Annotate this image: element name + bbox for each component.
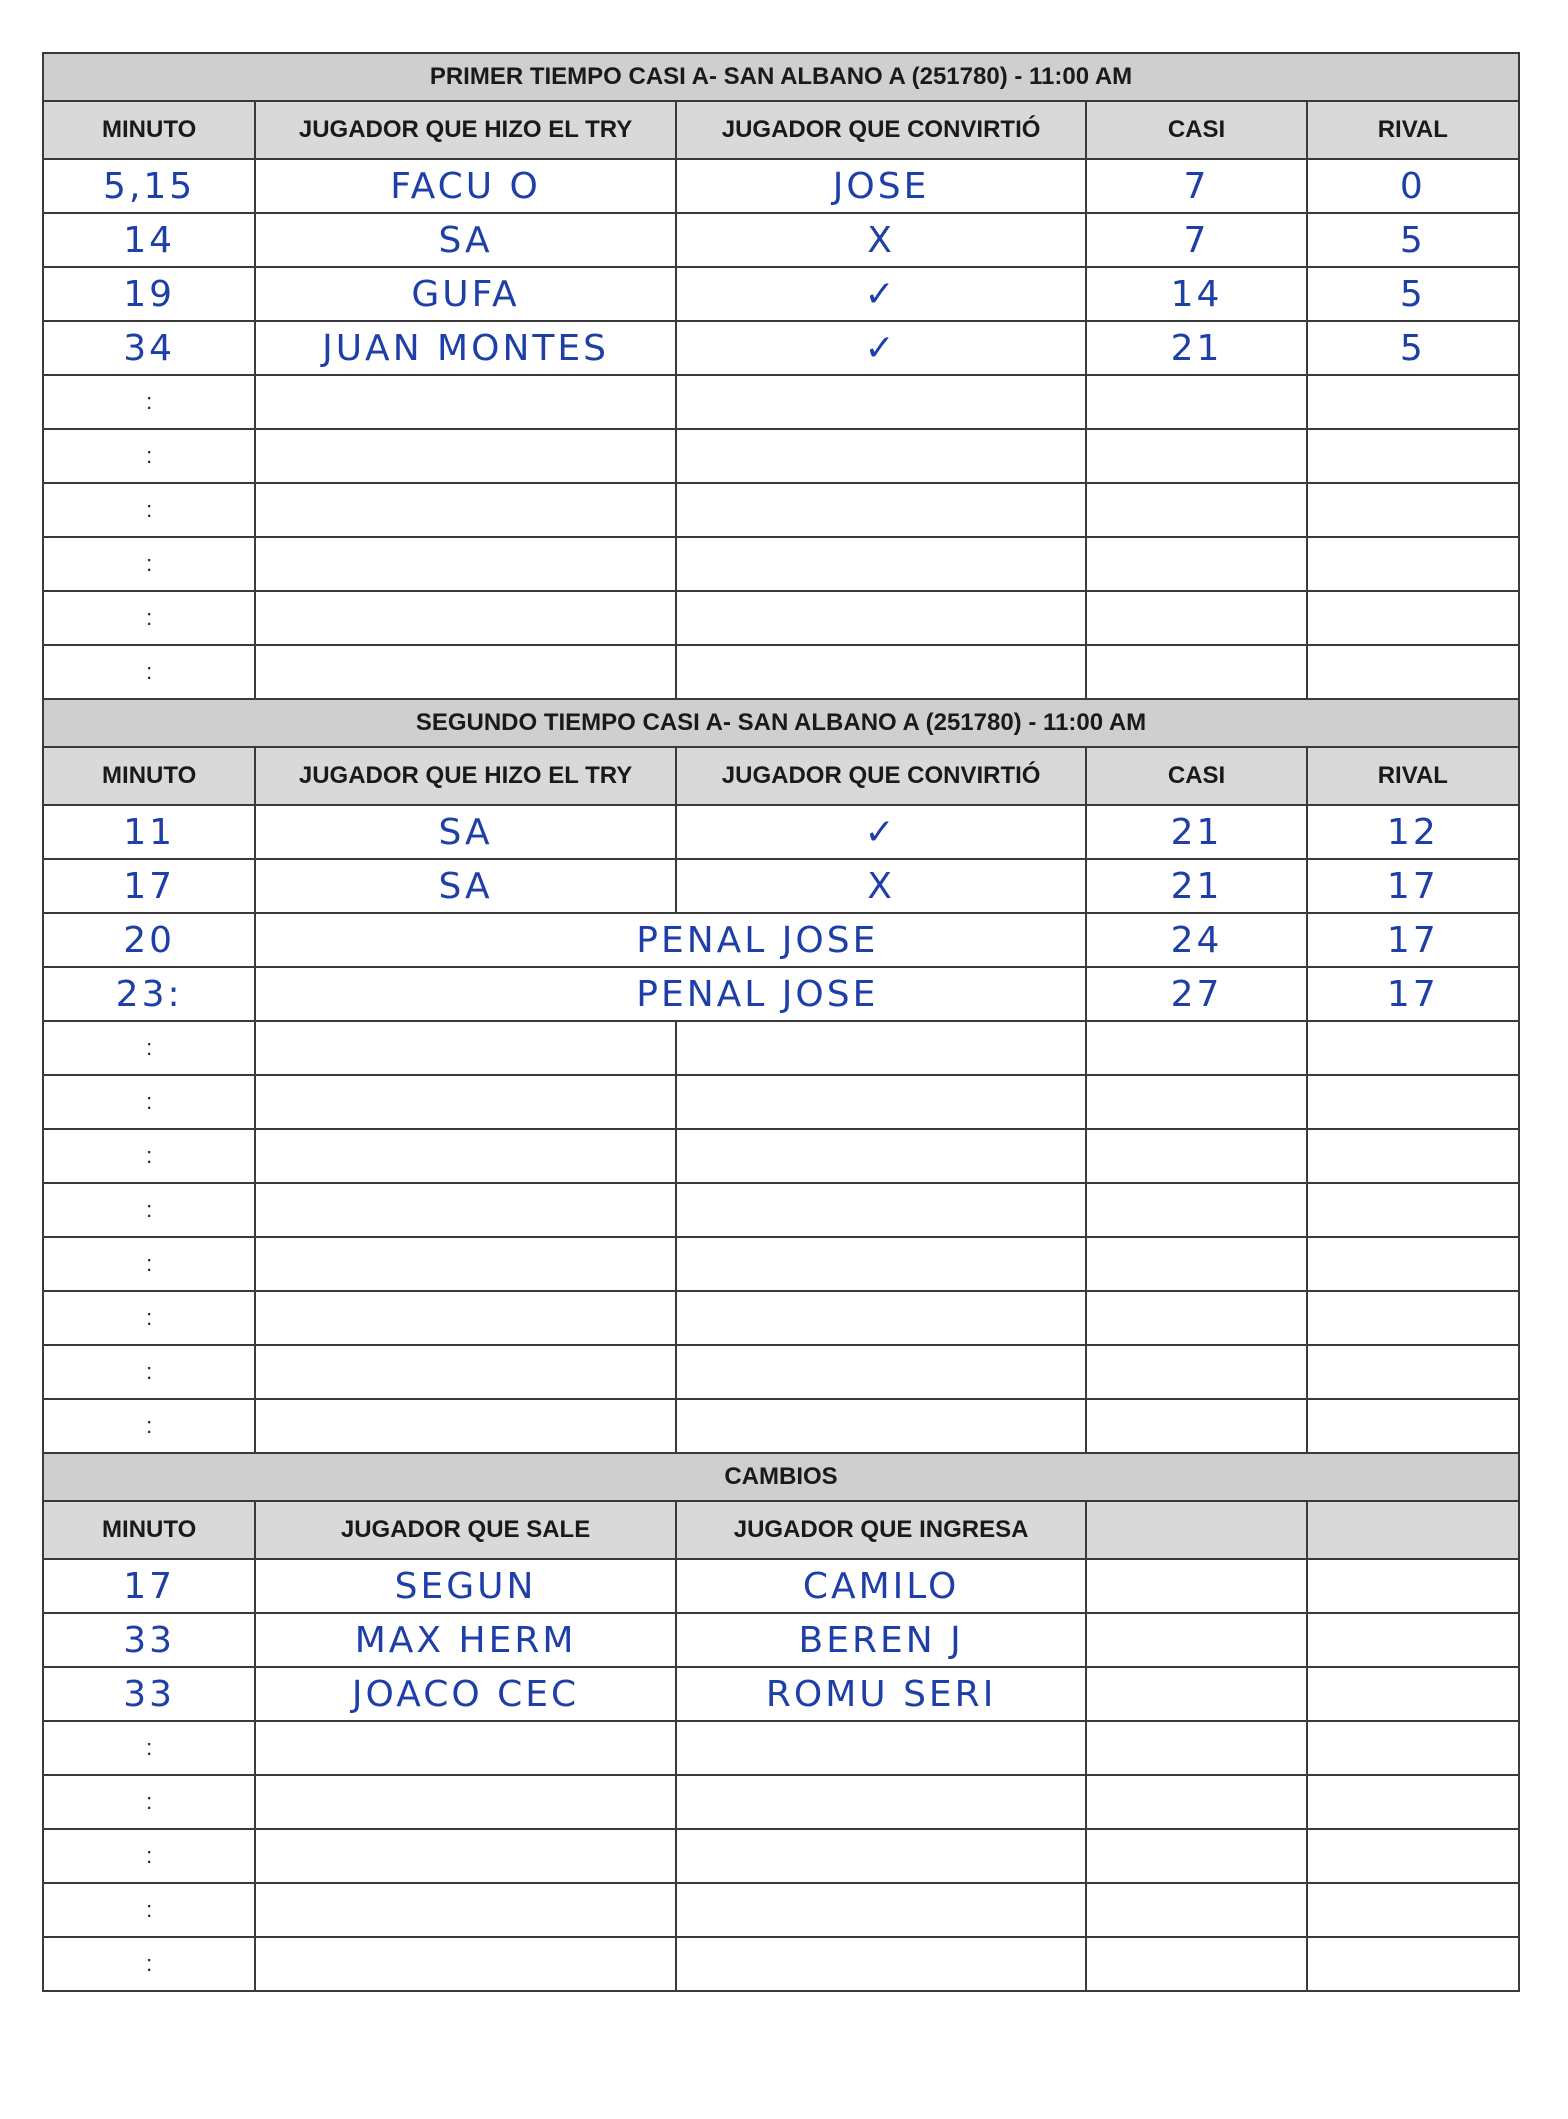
casi-cell: 21 <box>1086 321 1306 375</box>
try-cell <box>255 1237 676 1291</box>
table-row <box>43 1183 1519 1237</box>
try-cell: SA <box>255 859 676 913</box>
casi-cell <box>1086 537 1306 591</box>
convirtio-cell: ✓ <box>676 267 1087 321</box>
sale-cell <box>255 1721 676 1775</box>
convirtio-cell <box>676 1291 1087 1345</box>
rival-cell <box>1307 1075 1519 1129</box>
blank-cell <box>1086 1721 1306 1775</box>
header-convirtio: JUGADOR QUE CONVIRTIÓ <box>676 747 1087 805</box>
minuto-cell: : <box>43 1721 255 1775</box>
table-row <box>43 1775 1519 1829</box>
convirtio-cell <box>676 591 1087 645</box>
rival-cell <box>1307 429 1519 483</box>
table-row <box>43 1399 1519 1453</box>
sale-cell: SEGUN <box>255 1559 676 1613</box>
table-row <box>43 213 1519 267</box>
try-cell: JUAN MONTES <box>255 321 676 375</box>
minuto-cell: : <box>43 1183 255 1237</box>
try-cell <box>255 429 676 483</box>
table-row <box>43 159 1519 213</box>
rival-cell <box>1307 1021 1519 1075</box>
try-cell: SA <box>255 213 676 267</box>
table-row <box>43 1559 1519 1613</box>
try-cell <box>255 1183 676 1237</box>
casi-cell <box>1086 1021 1306 1075</box>
table-row <box>43 483 1519 537</box>
rival-cell <box>1307 645 1519 699</box>
rival-cell <box>1307 375 1519 429</box>
convirtio-cell <box>676 483 1087 537</box>
table-row <box>43 591 1519 645</box>
ingresa-cell <box>676 1829 1087 1883</box>
table-row <box>43 321 1519 375</box>
minuto-cell: 23: <box>43 967 255 1021</box>
minuto-cell: 14 <box>43 213 255 267</box>
minuto-cell: : <box>43 1021 255 1075</box>
try-cell <box>255 1291 676 1345</box>
minuto-cell: : <box>43 1937 255 1991</box>
rival-cell: 5 <box>1307 267 1519 321</box>
try-cell: FACU O <box>255 159 676 213</box>
table-row <box>43 1345 1519 1399</box>
try-cell <box>255 1021 676 1075</box>
try-cell: GUFA <box>255 267 676 321</box>
convirtio-cell <box>676 1183 1087 1237</box>
rival-cell: 0 <box>1307 159 1519 213</box>
ingresa-cell <box>676 1883 1087 1937</box>
substitutions-title: CAMBIOS <box>43 1453 1519 1501</box>
sale-cell <box>255 1829 676 1883</box>
blank-cell <box>1086 1829 1306 1883</box>
casi-cell: 27 <box>1086 967 1306 1021</box>
minuto-cell: : <box>43 1829 255 1883</box>
header-sale: JUGADOR QUE SALE <box>255 1501 676 1559</box>
convirtio-cell <box>676 1399 1087 1453</box>
table-row <box>43 1829 1519 1883</box>
blank-cell <box>1307 1613 1519 1667</box>
table-row <box>43 1937 1519 1991</box>
header-convirtio: JUGADOR QUE CONVIRTIÓ <box>676 101 1087 159</box>
table-row <box>43 1613 1519 1667</box>
header-blank <box>1086 1501 1306 1559</box>
sale-cell: JOACO CEC <box>255 1667 676 1721</box>
rival-cell <box>1307 1237 1519 1291</box>
header-blank <box>1307 1501 1519 1559</box>
try-cell <box>255 1399 676 1453</box>
blank-cell <box>1307 1721 1519 1775</box>
ingresa-cell <box>676 1937 1087 1991</box>
casi-cell <box>1086 1399 1306 1453</box>
try-cell <box>255 1075 676 1129</box>
table-row <box>43 1075 1519 1129</box>
casi-cell: 24 <box>1086 913 1306 967</box>
casi-cell: 14 <box>1086 267 1306 321</box>
minuto-cell: : <box>43 1129 255 1183</box>
minuto-cell: 34 <box>43 321 255 375</box>
minuto-cell: : <box>43 1237 255 1291</box>
convirtio-cell <box>676 1075 1087 1129</box>
ingresa-cell: CAMILO <box>676 1559 1087 1613</box>
minuto-cell: 5,15 <box>43 159 255 213</box>
minuto-cell: : <box>43 483 255 537</box>
rival-cell: 17 <box>1307 967 1519 1021</box>
ingresa-cell <box>676 1721 1087 1775</box>
rival-cell: 17 <box>1307 913 1519 967</box>
header-minuto: MINUTO <box>43 1501 255 1559</box>
blank-cell <box>1307 1937 1519 1991</box>
minuto-cell: : <box>43 1883 255 1937</box>
rival-cell <box>1307 483 1519 537</box>
try-cell <box>255 1345 676 1399</box>
scoresheet <box>42 52 1520 1992</box>
convirtio-cell: ✓ <box>676 805 1087 859</box>
blank-cell <box>1086 1667 1306 1721</box>
casi-cell: 7 <box>1086 159 1306 213</box>
minuto-cell: 33 <box>43 1667 255 1721</box>
blank-cell <box>1086 1559 1306 1613</box>
header-minuto: MINUTO <box>43 101 255 159</box>
rival-cell: 17 <box>1307 859 1519 913</box>
header-try: JUGADOR QUE HIZO EL TRY <box>255 747 676 805</box>
minuto-cell: : <box>43 1399 255 1453</box>
rival-cell <box>1307 1183 1519 1237</box>
casi-cell <box>1086 1345 1306 1399</box>
header-minuto: MINUTO <box>43 747 255 805</box>
convirtio-cell <box>676 645 1087 699</box>
rival-cell <box>1307 1129 1519 1183</box>
minuto-cell: 17 <box>43 859 255 913</box>
minuto-cell: 19 <box>43 267 255 321</box>
table-row <box>43 645 1519 699</box>
convirtio-cell: X <box>676 213 1087 267</box>
header-try: JUGADOR QUE HIZO EL TRY <box>255 101 676 159</box>
convirtio-cell: X <box>676 859 1087 913</box>
convirtio-cell: ✓ <box>676 321 1087 375</box>
table-row <box>43 1021 1519 1075</box>
table-row <box>43 1129 1519 1183</box>
table-row <box>43 267 1519 321</box>
casi-cell <box>1086 375 1306 429</box>
minuto-cell: : <box>43 591 255 645</box>
blank-cell <box>1307 1667 1519 1721</box>
convirtio-cell <box>676 1237 1087 1291</box>
header-casi: CASI <box>1086 747 1306 805</box>
casi-cell: 7 <box>1086 213 1306 267</box>
convirtio-cell <box>676 1345 1087 1399</box>
try-cell <box>255 375 676 429</box>
try-cell <box>255 1129 676 1183</box>
rival-cell <box>1307 1291 1519 1345</box>
blank-cell <box>1086 1883 1306 1937</box>
try-cell <box>255 537 676 591</box>
substitutions-table <box>42 1452 1520 1992</box>
casi-cell <box>1086 1183 1306 1237</box>
rival-cell: 5 <box>1307 321 1519 375</box>
blank-cell <box>1307 1559 1519 1613</box>
casi-cell: 21 <box>1086 859 1306 913</box>
table-row <box>43 805 1519 859</box>
blank-cell <box>1086 1775 1306 1829</box>
table-row <box>43 859 1519 913</box>
try-cell <box>255 483 676 537</box>
ingresa-cell: ROMU SERI <box>676 1667 1087 1721</box>
sale-cell <box>255 1937 676 1991</box>
sale-cell <box>255 1883 676 1937</box>
minuto-cell: 17 <box>43 1559 255 1613</box>
blank-cell <box>1086 1613 1306 1667</box>
first-half-table <box>42 52 1520 700</box>
casi-cell <box>1086 429 1306 483</box>
casi-cell: 21 <box>1086 805 1306 859</box>
blank-cell <box>1086 1937 1306 1991</box>
minuto-cell: : <box>43 645 255 699</box>
first-half-title: PRIMER TIEMPO CASI A- SAN ALBANO A (251780) - 11:00 AM <box>43 53 1519 101</box>
convirtio-cell: JOSE <box>676 159 1087 213</box>
convirtio-cell <box>676 1129 1087 1183</box>
header-casi: CASI <box>1086 101 1306 159</box>
header-rival: RIVAL <box>1307 101 1519 159</box>
casi-cell <box>1086 483 1306 537</box>
table-row <box>43 1291 1519 1345</box>
minuto-cell: : <box>43 1075 255 1129</box>
table-row <box>43 537 1519 591</box>
rival-cell <box>1307 591 1519 645</box>
casi-cell <box>1086 1291 1306 1345</box>
ingresa-cell: BEREN J <box>676 1613 1087 1667</box>
rival-cell <box>1307 1345 1519 1399</box>
minuto-cell: : <box>43 1775 255 1829</box>
rival-cell <box>1307 537 1519 591</box>
minuto-cell: 33 <box>43 1613 255 1667</box>
minuto-cell: : <box>43 1345 255 1399</box>
blank-cell <box>1307 1775 1519 1829</box>
casi-cell <box>1086 645 1306 699</box>
try-cell <box>255 591 676 645</box>
header-ingresa: JUGADOR QUE INGRESA <box>676 1501 1087 1559</box>
penal-cell: PENAL JOSE <box>255 913 1086 967</box>
penal-cell: PENAL JOSE <box>255 967 1086 1021</box>
table-row <box>43 375 1519 429</box>
try-cell: SA <box>255 805 676 859</box>
table-row <box>43 967 1519 1021</box>
rival-cell: 12 <box>1307 805 1519 859</box>
casi-cell <box>1086 1237 1306 1291</box>
blank-cell <box>1307 1829 1519 1883</box>
sale-cell <box>255 1775 676 1829</box>
convirtio-cell <box>676 537 1087 591</box>
convirtio-cell <box>676 429 1087 483</box>
minuto-cell: : <box>43 537 255 591</box>
try-cell <box>255 645 676 699</box>
convirtio-cell <box>676 375 1087 429</box>
minuto-cell: : <box>43 429 255 483</box>
convirtio-cell <box>676 1021 1087 1075</box>
table-row <box>43 429 1519 483</box>
casi-cell <box>1086 1075 1306 1129</box>
casi-cell <box>1086 591 1306 645</box>
blank-cell <box>1307 1883 1519 1937</box>
minuto-cell: 20 <box>43 913 255 967</box>
table-row <box>43 913 1519 967</box>
rival-cell <box>1307 1399 1519 1453</box>
casi-cell <box>1086 1129 1306 1183</box>
minuto-cell: : <box>43 1291 255 1345</box>
sale-cell: MAX HERM <box>255 1613 676 1667</box>
minuto-cell: : <box>43 375 255 429</box>
minuto-cell: 11 <box>43 805 255 859</box>
second-half-title: SEGUNDO TIEMPO CASI A- SAN ALBANO A (251780) - 11:00 AM <box>43 699 1519 747</box>
table-row <box>43 1667 1519 1721</box>
table-row <box>43 1883 1519 1937</box>
ingresa-cell <box>676 1775 1087 1829</box>
header-rival: RIVAL <box>1307 747 1519 805</box>
table-row <box>43 1237 1519 1291</box>
second-half-table <box>42 698 1520 1454</box>
table-row <box>43 1721 1519 1775</box>
rival-cell: 5 <box>1307 213 1519 267</box>
